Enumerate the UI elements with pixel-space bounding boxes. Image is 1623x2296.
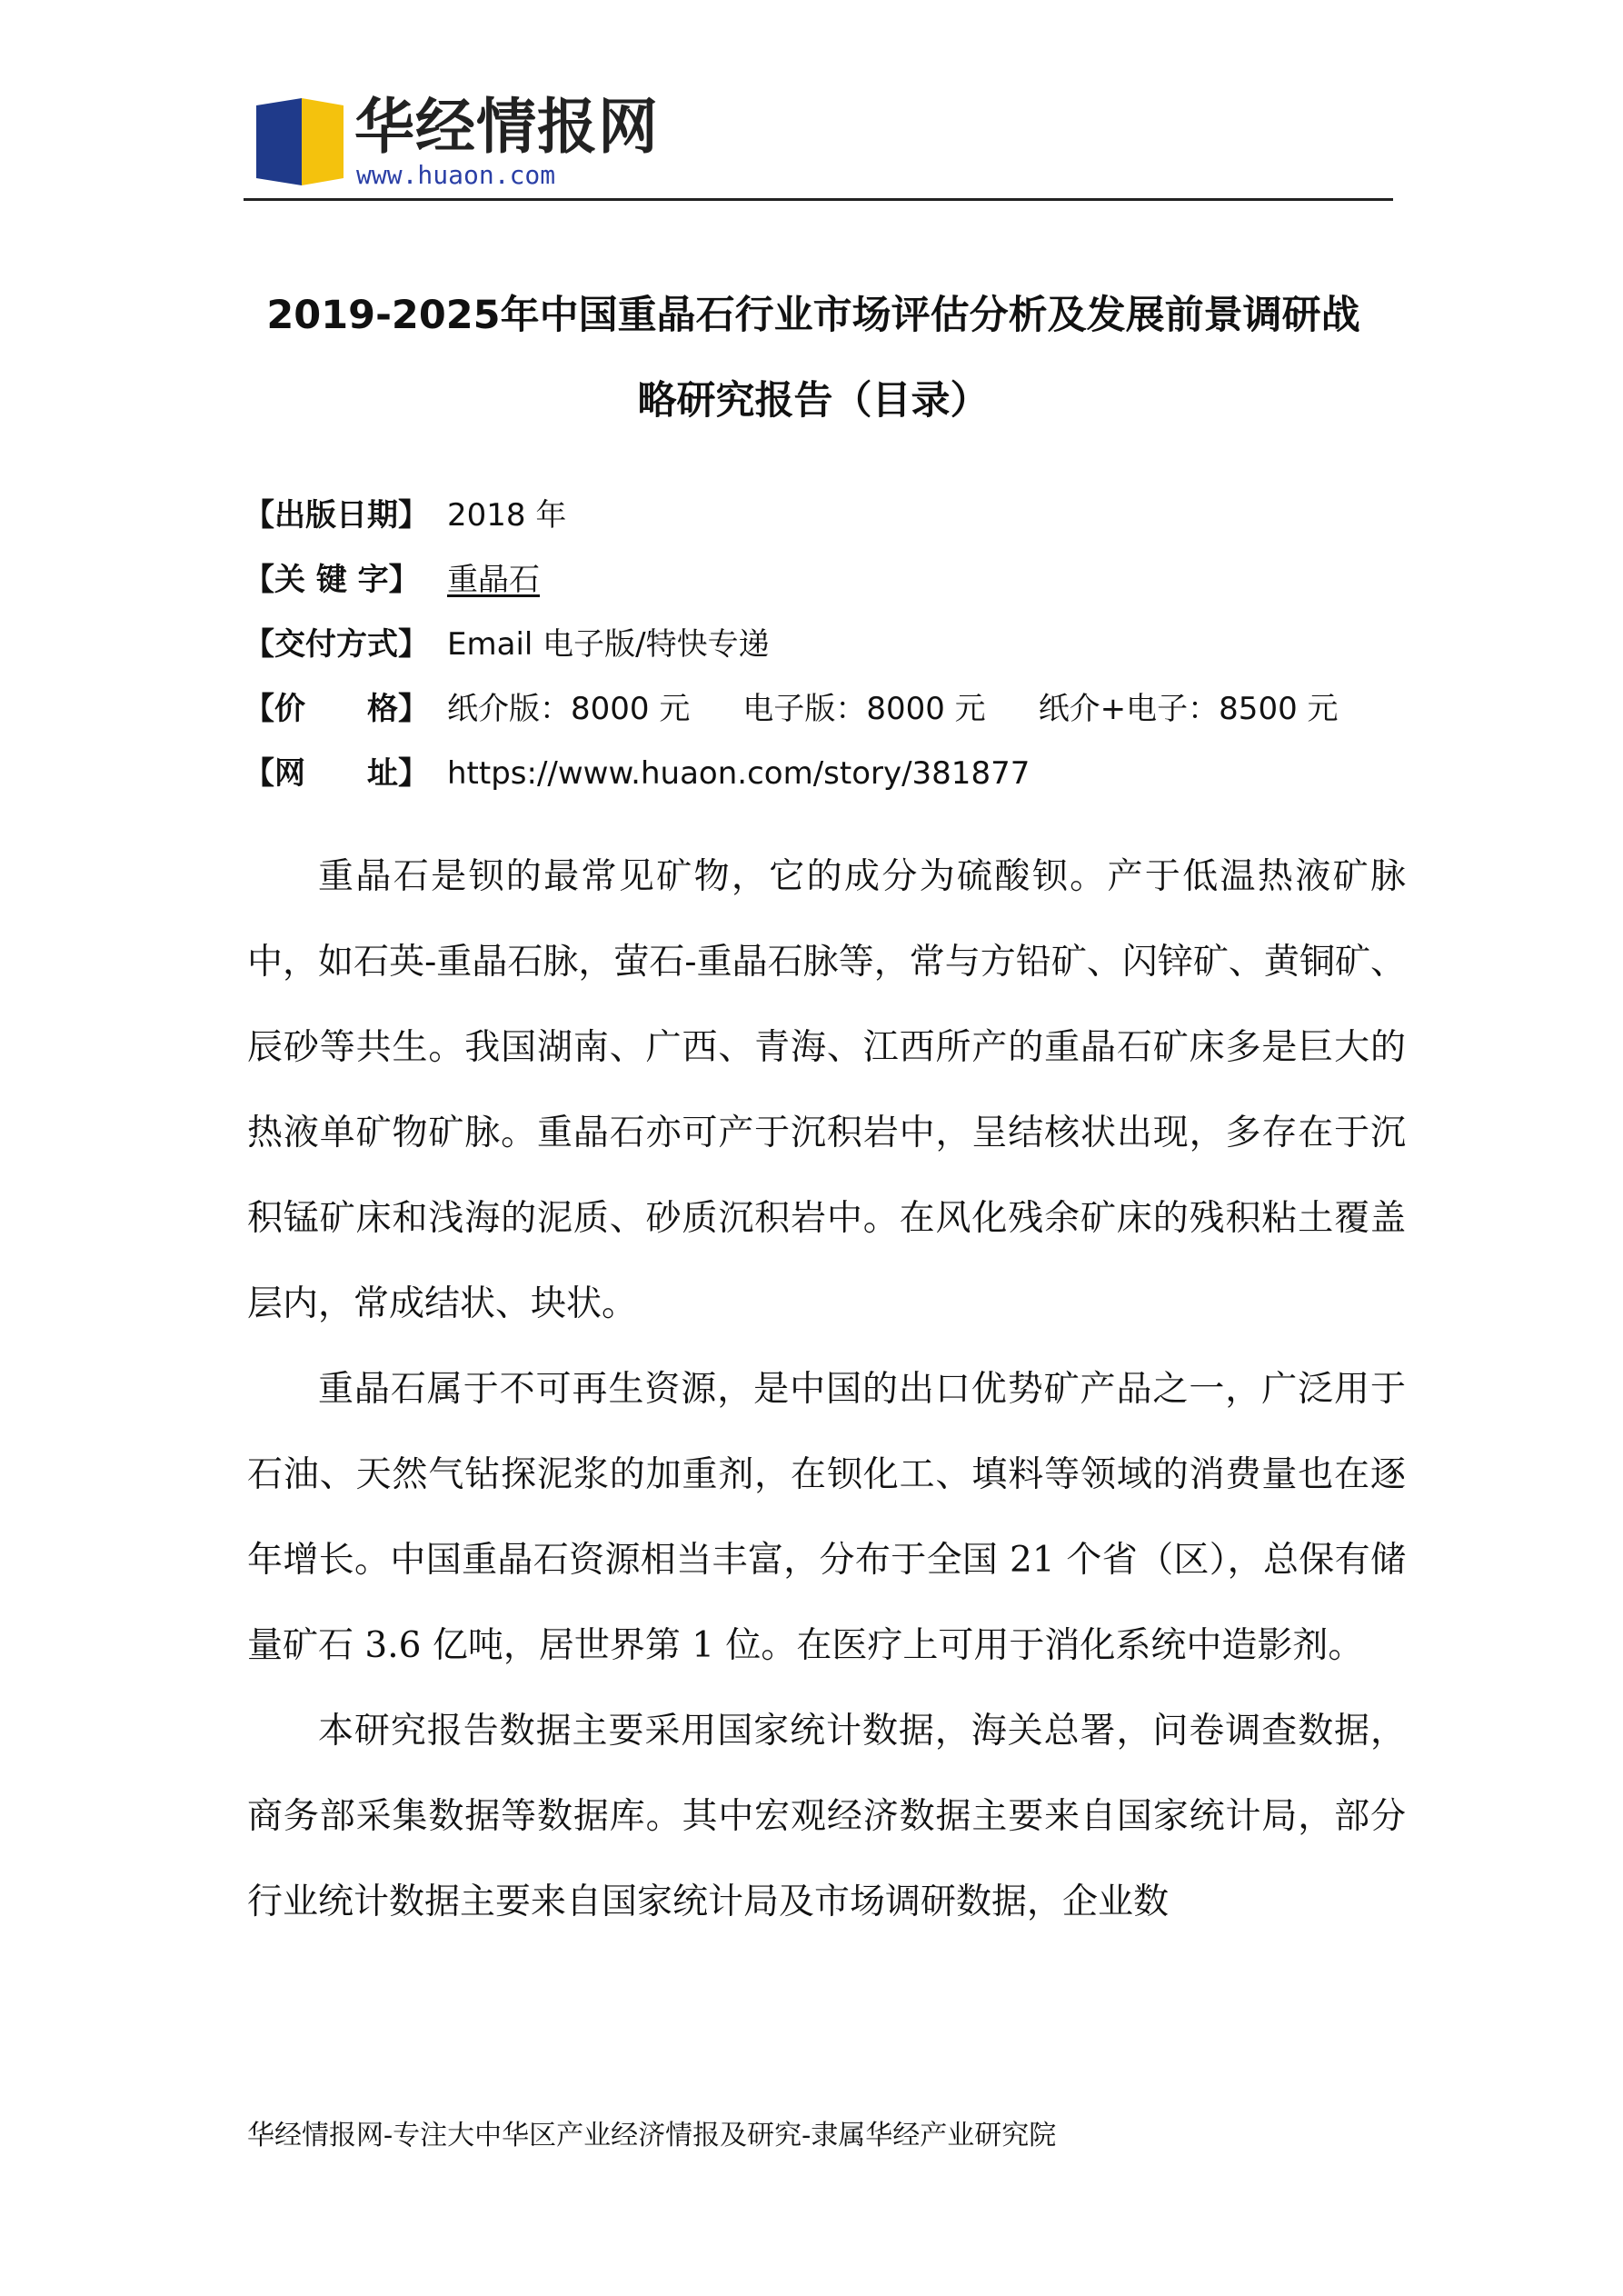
meta-keyword-label: 【关 键 字】 xyxy=(244,562,420,598)
price-paper: 纸介版：8000 元 xyxy=(447,691,691,727)
meta-price-label: 【价 格】 xyxy=(244,691,429,727)
meta-url-label: 【网 址】 xyxy=(244,755,429,792)
price-electronic: 电子版：8000 元 xyxy=(742,691,986,727)
page-header xyxy=(244,87,1393,201)
meta-date-row xyxy=(244,484,1425,548)
paragraph: 本研究报告数据主要采用国家统计数据，海关总署，问卷调查数据，商务部采集数据等数据库。其中宏观经济数据主要来自国家统计局，部分行业统计数据主要来自国家统计局及市场调研数据，企业数 xyxy=(247,1711,1406,1922)
logo-icon xyxy=(254,95,345,189)
meta-date-value: 2018 年 xyxy=(447,497,567,534)
meta-keyword-row xyxy=(244,548,1425,613)
page-footer: 华经情报网-专注大中华区产业经济情报及研究-隶属华经产业研究院 xyxy=(247,2120,1057,2151)
meta-url-row xyxy=(244,742,1425,806)
title-line-1: 2019-2025年中国重晶石行业市场评估分析及发展前景调研战 xyxy=(266,293,1360,338)
report-body xyxy=(247,834,1406,1945)
meta-date-label: 【出版日期】 xyxy=(244,497,429,534)
meta-keyword-link[interactable]: 重晶石 xyxy=(447,562,540,598)
meta-delivery-value: Email 电子版/特快专递 xyxy=(447,626,770,663)
paragraph: 重晶石是钡的最常见矿物，它的成分为硫酸钡。产于低温热液矿脉中，如石英-重晶石脉，萤石-重晶石脉等，常与方铅矿、闪锌矿、黄铜矿、辰砂等共生。我国湖南、广西、青海、江西所产的重晶石矿床多是巨大的热液单矿物矿脉。重晶石亦可产于沉积岩中，呈结核状出现，多存在于沉积锰矿床和浅海的泥质、砂质沉积岩中。在风化残余矿床的残积粘土覆盖层内，常成结状、块状。 xyxy=(247,856,1406,1324)
logo-name: 华经情报网 xyxy=(354,92,659,162)
meta-url-link[interactable]: https://www.huaon.com/story/381877 xyxy=(447,755,1031,792)
meta-delivery-label: 【交付方式】 xyxy=(244,626,429,663)
price-both: 纸介+电子：8500 元 xyxy=(1038,691,1339,727)
logo-url[interactable]: www.huaon.com xyxy=(356,160,556,190)
title-line-2: 略研究报告（目录） xyxy=(637,378,990,424)
report-title xyxy=(182,273,1445,444)
meta-delivery-row xyxy=(244,613,1425,677)
report-meta xyxy=(244,484,1425,806)
meta-price-row xyxy=(244,677,1425,742)
paragraph: 重晶石属于不可再生资源，是中国的出口优势矿产品之一，广泛用于石油、天然气钻探泥浆的加重剂，在钡化工、填料等领域的消费量也在逐年增长。中国重晶石资源相当丰富，分布于全国 21 个省（区），总保有储量矿石 3.6 亿吨，居世界第 1 位。在医疗上可用于消化系统中造影剂。 xyxy=(247,1369,1406,1666)
